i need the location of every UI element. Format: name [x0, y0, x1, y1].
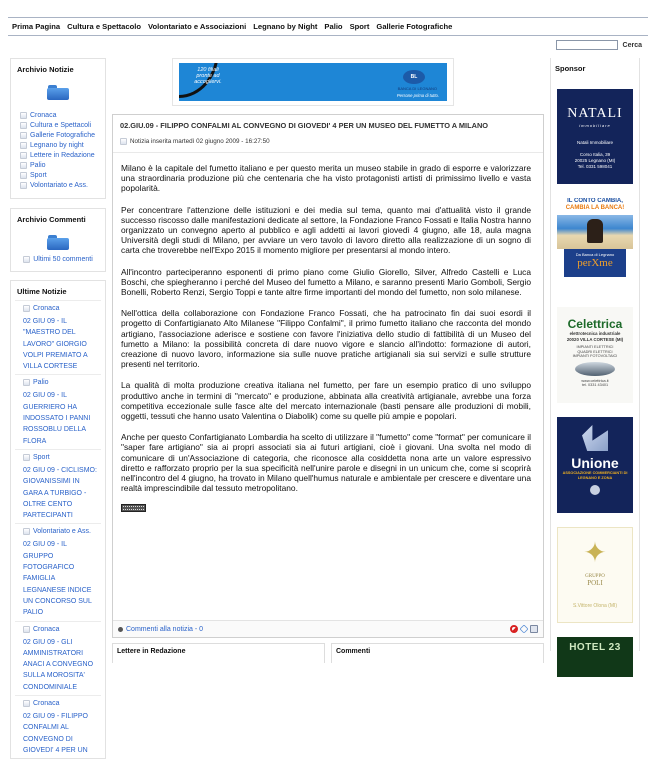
- banner-image[interactable]: [179, 63, 447, 101]
- unione-sub: ASSOCIAZIONE COMMERCIANTI DI LEGNANO E ZONA: [562, 471, 628, 480]
- archivio-notizie-list: [11, 110, 105, 198]
- top-band: [0, 0, 650, 16]
- lettere-redazione-title: Lettere in Redazione: [112, 643, 325, 663]
- article-body: [113, 153, 543, 514]
- archive-link[interactable]: Legnano by night: [30, 141, 84, 149]
- conto-line2: CAMBIA LA BANCA!: [565, 205, 625, 211]
- checkbox-icon: [20, 132, 27, 139]
- news-item: [15, 449, 101, 523]
- archive-link[interactable]: Cultura e Spettacoli: [30, 121, 92, 129]
- news-title-link[interactable]: 02 GIU 09 - FILIPPO CONFALMI AL CONVEGNO DI GIOVEDI' 4 PER UN: [23, 713, 88, 754]
- sponsor-title: Sponsor: [555, 64, 586, 73]
- archive-item-gallerie[interactable]: [20, 130, 101, 140]
- sponsor-sidebar: [550, 58, 640, 651]
- bullet-icon: [118, 627, 123, 632]
- article-title: 02.GIU.09 - FILIPPO CONFALMI AL CONVEGNO DI GIOVEDI' 4 PER UN MUSEO DEL FUMETTO A MILANO: [120, 121, 489, 130]
- conto-photo: [557, 215, 633, 249]
- lower-boxes: [112, 643, 544, 663]
- compass-star-icon: ✦: [583, 537, 607, 568]
- archive-item-palio[interactable]: [20, 160, 101, 170]
- article: [112, 114, 544, 638]
- news-item: [15, 374, 101, 448]
- checkbox-icon: [20, 182, 27, 189]
- banner-text: 120 filiali pronte ad accogliervi.: [194, 67, 222, 85]
- natali-name: NATALI: [567, 106, 623, 121]
- sponsor-unione[interactable]: [557, 417, 633, 513]
- nav-volontariato[interactable]: Volontariato e Associazioni: [147, 22, 247, 31]
- news-category-link[interactable]: Sport: [33, 453, 50, 461]
- checkbox-icon: [20, 142, 27, 149]
- ultime-notizie-box: [10, 280, 106, 759]
- nav-palio[interactable]: Palio: [324, 22, 343, 31]
- checkbox-icon: [23, 305, 30, 312]
- nav-legnano-by-night[interactable]: Legnano by Night: [253, 22, 318, 31]
- checkbox-icon: [20, 152, 27, 159]
- news-title-link[interactable]: 02 GIU 09 - IL "MAESTRO DEL LAVORO" GIORGIO VOLPI PREMIATO A VILLA CORTESE: [23, 318, 88, 371]
- checkbox-icon: [23, 379, 30, 386]
- sponsor-conto-perxme[interactable]: [557, 198, 633, 293]
- bank-logo: BL: [403, 70, 425, 84]
- archive-link[interactable]: Sport: [30, 171, 47, 179]
- news-category-link[interactable]: Cronaca: [33, 700, 60, 708]
- checkbox-icon: [20, 162, 27, 169]
- article-paragraph: Milano è la capitale del fumetto italiano e per questo merita un museo stabile in grado di esporre e valorizzare una straordinaria produzione più che centenaria che ha visto protagonisti artisti di primissimo livello e vasta popolarità.: [121, 163, 531, 194]
- bank-banner[interactable]: [172, 58, 454, 106]
- search-bar: [556, 40, 642, 50]
- archive-link[interactable]: Palio: [30, 161, 46, 169]
- news-icon: [120, 138, 127, 145]
- solar-panel-image: [575, 362, 615, 376]
- news-item: [15, 621, 101, 695]
- print-icon[interactable]: [530, 625, 538, 633]
- news-item: [15, 695, 101, 758]
- poli-name: POLI: [587, 579, 603, 587]
- bank-name: BANCA DI LEGNANO: [397, 86, 437, 91]
- checkbox-icon: [20, 172, 27, 179]
- celettrica-city: 20020 VILLA CORTESE (MI): [566, 336, 624, 342]
- nav-prima-pagina[interactable]: Prima Pagina: [12, 22, 61, 31]
- checkbox-icon: [23, 626, 30, 633]
- article-paragraph: Per concentrare l'attenzione delle istituzioni e dei media sul tema, quanto mai d'attualità visto il grande successo riscosso dalle manifestazioni dedicate al settore, la Fondazione Franco Fossati e Italia Nostra hanno organizzato un convegno aperto al pubblico e agli addetti ai lavori giovedì 4 giugno, alle 18, aula magna Università degli studi di Milano, per avviare un vero tavolo di lavoro diretto alla realizzazione di un sogno di carta che troverebbe nell'Expo 2015 il momento migliore per presentarsi al mondo intero.: [121, 204, 531, 256]
- ultime-notizie-title: Ultime Notizie: [17, 287, 67, 296]
- article-paragraph: All'incontro parteciperanno esponenti di primo piano come Giulio Giorello, Silver, Alfredo Castelli e Luca Boschi, che spiegheranno i perché del Museo del fumetto a Milano, e saranno presenti Mario Gomboli, Sergio Bonelli, Roberto Renzi, Sergio Toppi e tante altre firme importanti del mondo del fumetto, non solo milanese.: [121, 266, 531, 298]
- tag-icon[interactable]: [519, 624, 528, 633]
- article-paragraph: Nell'ottica della collaborazione con Fondazione Franco Fossati, che ha patrocinato fin dai suoi esordi il progetto di Confartigianato Alto Milanese "Filippo Confalmi", il primo fumetto italiano che racconta del mondo artigiano, l'associazione aderisce e sostiene con favore l'iniziativa dello studio di fattibilità di un Museo del fumetto a Milano: la possibilità concreta di dare nuovo vigore e slancio all'indotto: formazione di autori, creazione di nuovo lavoro, informazione sia sulle nuove pratiche artigianali sia sui servizi e sulle strutture presenti nel territorio.: [121, 308, 531, 370]
- unione-emblem-icon: [590, 485, 600, 495]
- celettrica-name: Celettrica: [567, 317, 623, 331]
- conto-line1: IL CONTO CAMBIA,: [567, 198, 623, 204]
- checkbox-icon: [23, 454, 30, 461]
- counter-badge-icon: [121, 504, 146, 512]
- archive-item-lettere[interactable]: [20, 150, 101, 160]
- poli-place: S.Vittore Olona (MI): [572, 603, 618, 609]
- archive-link[interactable]: Lettere in Redazione: [30, 151, 95, 159]
- natali-sub: immobiliare: [579, 123, 611, 128]
- news-category-link[interactable]: Cronaca: [33, 305, 60, 312]
- main-nav: [8, 17, 648, 36]
- unione-name: Unione: [571, 455, 619, 471]
- hotel-name: HOTEL 23: [569, 642, 621, 653]
- nav-sport[interactable]: Sport: [349, 22, 370, 31]
- celettrica-service: IMPIANTI ELETTRICI: [576, 345, 614, 349]
- bank-slogan: Persone prima di tutto.: [396, 93, 439, 98]
- article-date-row: [113, 135, 543, 145]
- news-title-link[interactable]: 02 GIU 09 - GLI AMMINISTRATORI ANACI A CONVEGNO SULLA MOROSITA' CONDOMINIALE: [23, 638, 94, 691]
- sponsor-gruppo-poli[interactable]: [557, 527, 633, 623]
- natali-address1: Corso Italia, 39: [579, 152, 611, 157]
- article-actions: [510, 625, 538, 633]
- search-button[interactable]: Cerca: [622, 41, 642, 49]
- article-date: Notizia inserita martedì 02 giugno 2009 - 16:27:50: [130, 138, 270, 145]
- sponsor-hotel[interactable]: [557, 637, 633, 677]
- archive-link[interactable]: Gallerie Fotografiche: [30, 131, 95, 139]
- archivio-commenti-title: Archivio Commenti: [17, 215, 86, 224]
- news-item: [15, 523, 101, 620]
- conto-product: perXme: [577, 257, 613, 269]
- news-title-link[interactable]: 02 GIU 09 - CICLISMO: GIOVANISSIMI IN GARA A TURBIGO - OLTRE CENTO PARTECIPANTI: [23, 466, 97, 520]
- sponsor-celettrica[interactable]: [557, 307, 633, 403]
- checkbox-icon: [20, 112, 27, 119]
- search-input[interactable]: [556, 40, 618, 50]
- celettrica-service: QUADRI ELETTRICI: [577, 349, 613, 354]
- comments-link[interactable]: Commenti alla notizia - 0: [126, 625, 204, 633]
- news-item: [15, 300, 101, 374]
- news-category-link[interactable]: Palio: [33, 379, 49, 387]
- celettrica-sub: elettrotecnica industriale: [569, 331, 621, 336]
- conto-bank: Da Banca di Legnano: [575, 252, 615, 257]
- report-icon[interactable]: [510, 625, 518, 633]
- checkbox-icon: [23, 700, 30, 707]
- nav-cultura-spettacolo[interactable]: Cultura e Spettacolo: [67, 22, 141, 31]
- checkbox-icon: [20, 122, 27, 129]
- ultimi-commenti-link[interactable]: Ultimi 50 commenti: [33, 256, 93, 263]
- poli-top: GRUPPO: [585, 574, 605, 579]
- unione-logo-icon: [582, 425, 608, 451]
- celettrica-service: IMPIANTI FOTOVOLTAICI: [572, 354, 618, 358]
- archive-item-cultura[interactable]: [20, 120, 101, 130]
- archive-link[interactable]: Volontariato e Ass.: [30, 181, 88, 189]
- article-paragraph: Anche per questo Confartigianato Lombardia ha scelto di utilizzare il "fumetto" come "format" per comunicare il "saper fare artigiano" sia ai propri associati sia ai futuri artigiani, cioè i giovani. Una svolta nel modo di comunicare di un'Associazione di categoria, che riconosce alla cosiddetta nona arte un valore espressivo diretto e rafforzato proprio per la sua specificità nell'unire parole e disegni in un unicum che, come si scoprirà nell'incontro del 4 giugno, ha trovato in Milano quell'humus naturale e ambientale per crescere e diventare una realtà imprescindibile dal tessuto metropolitano.: [121, 432, 531, 494]
- archive-link[interactable]: Cronaca: [30, 111, 57, 119]
- article-paragraph: La qualità di molta produzione creativa italiana nel fumetto, per fare un esempio pratico di uno sviluppo produttivo anche in termini di "mercato" e produzione, abbinata alla creatività artigianale, avrebbe una forza competitiva eccezionale sulle fasce alte del mercato internazionale (basti pensare alle produzioni di mobili, oggetti, tessuti che hanno usato Valentina o Diabolik) come su quelle più ampie e popolari.: [121, 380, 531, 422]
- celettrica-web: www.celettrica.it: [581, 378, 609, 383]
- checkbox-icon: [23, 528, 30, 535]
- archive-item-sport[interactable]: [20, 170, 101, 180]
- sponsor-natali[interactable]: [557, 89, 633, 184]
- news-category-link[interactable]: Volontariato e Ass.: [33, 528, 91, 536]
- news-title-link[interactable]: 02 GIU 09 - IL GRUPPO FOTOGRAFICO FAMIGLIA LEGNANESE INDICE UN CONCORSO SUL PALIO: [23, 541, 92, 617]
- article-footer: [113, 620, 543, 637]
- news-category-link[interactable]: Cronaca: [33, 625, 60, 633]
- natali-company: Natali Immobiliare: [576, 140, 613, 145]
- ultimi-commenti-item[interactable]: [11, 256, 105, 271]
- archive-item-legnano-night[interactable]: [20, 140, 101, 150]
- natali-address2: 20025 Legnano (MI): [574, 158, 616, 163]
- archivio-commenti-box: [10, 208, 106, 272]
- folder-icon[interactable]: [47, 85, 69, 100]
- natali-phone: Tel. 0331 598041: [577, 164, 613, 169]
- commenti-title: Commenti: [331, 643, 544, 663]
- news-title-link[interactable]: 02 GIU 09 - IL GUERRIERO HA INDOSSATO I PANNI ROSSOBLU DELLA FLORA: [23, 392, 91, 445]
- archivio-notizie-box: [10, 58, 106, 199]
- nav-gallerie-fotografiche[interactable]: Gallerie Fotografiche: [376, 22, 453, 31]
- celettrica-phone: tel. 0331 43401: [581, 383, 609, 387]
- folder-icon[interactable]: [47, 235, 69, 250]
- archive-item-volontariato[interactable]: [20, 180, 101, 190]
- archivio-notizie-title: Archivio Notizie: [17, 65, 74, 74]
- checkbox-icon: [23, 256, 30, 263]
- archive-item-cronaca[interactable]: [20, 110, 101, 120]
- left-sidebar: [10, 58, 106, 759]
